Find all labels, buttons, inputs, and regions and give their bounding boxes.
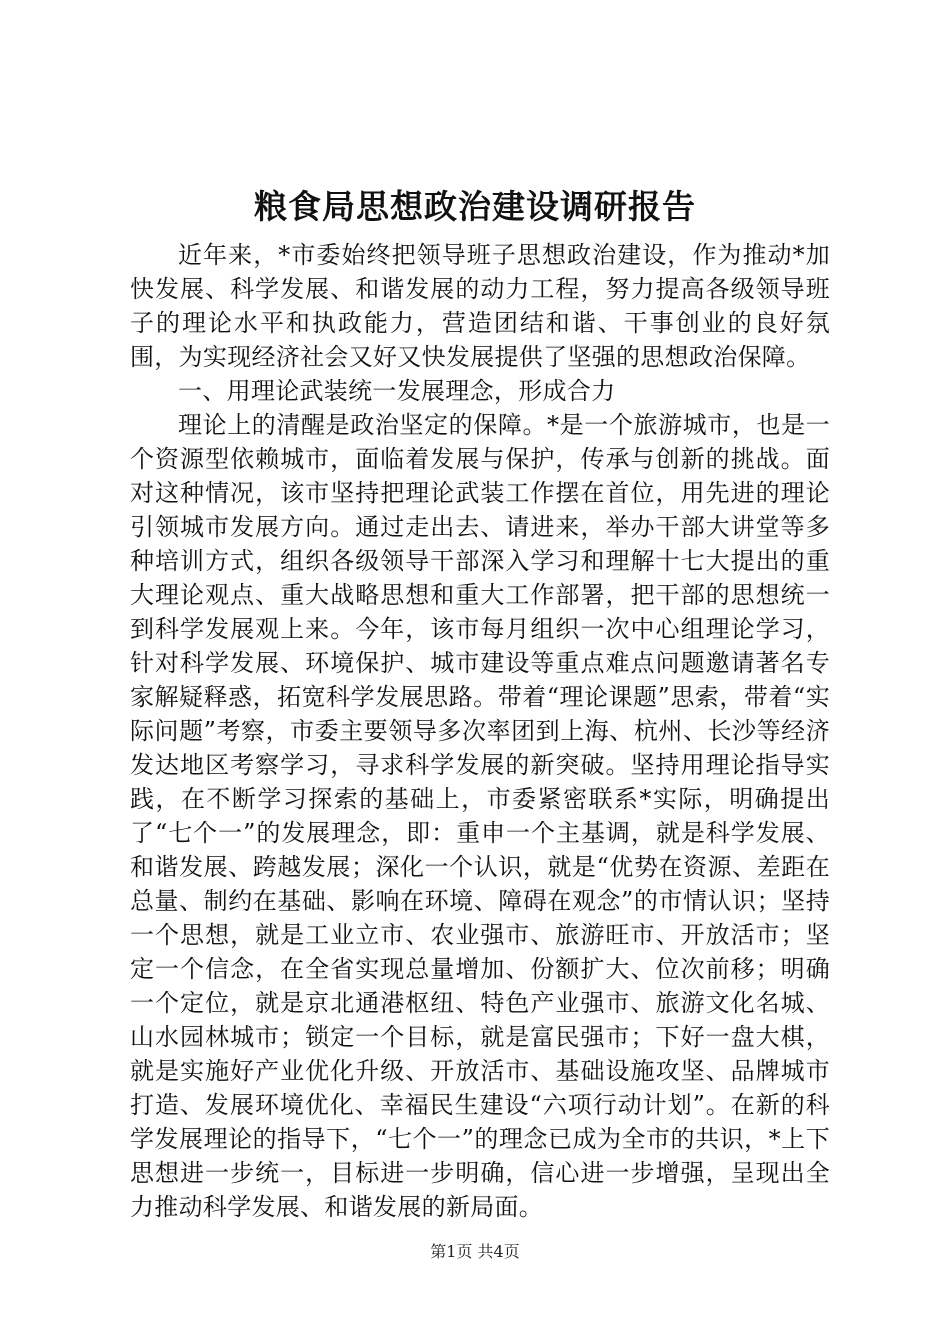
- section-heading: 一、用理论武装统一发展理念，形成合力: [178, 377, 616, 405]
- document-title: 粮食局思想政治建设调研报告: [254, 187, 696, 226]
- body-paragraph: 理论上的清醒是政治坚定的保障。*是一个旅游城市，也是一个资源型依赖城市，面临着发展与保护，传承与创新的挑战。面对这种情况，该市坚持把理论武装工作摆在首位，用先进的理论引领城市发展方向。通过走出去、请进来，举办干部大讲堂等多种培训方式，组织各级领导干部深入学习和理解十七大提出的重大理论观点、重大战略思想和重大工作部署，把干部的思想统一到科学发展观上来。今年，该市每月组织一次中心组理论学习，针对科学发展、环境保护、城市建设等重点难点问题邀请著名专家解疑释惑，拓宽科学发展思路。带着“理论课题”思索，带着“实际问题”考察，市委主要领导多次率团到上海、杭州、长沙等经济发达地区考察学习，寻求科学发展的新突破。坚持用理论指导实践，在不断学习探索的基础上，市委紧密联系*实际，明确提出了“七个一”的发展理念，即：重申一个主基调，就是科学发展、和谐发展、跨越发展；深化一个认识，就是“优势在资源、差距在总量、制约在基础、影响在环境、障碍在观念”的市情认识；坚持一个思想，就是工业立市、农业强市、旅游旺市、开放活市；坚定一个信念，在全省实现总量增加、份额扩大、位次前移；明确一个定位，就是京北通港枢纽、特色产业强市、旅游文化名城、山水园林城市；锁定一个目标，就是富民强市；下好一盘大棋，就是实施好产业优化升级、开放活市、基础设施攻坚、品牌城市打造、发展环境优化、幸福民生建设“六项行动计划”。在新的科学发展理论的指导下，“七个一”的理念已成为全市的共识，*上下思想进一步统一，目标进一步明确，信心进一步增强，呈现出全力推动科学发展、和谐发展的新局面。: [130, 411, 830, 1221]
- intro-paragraph: 近年来，*市委始终把领导班子思想政治建设，作为推动*加快发展、科学发展、和谐发展的动力工程，努力提高各级领导班子的理论水平和执政能力，营造团结和谐、干事创业的良好氛围，为实现经济社会又好又快发展提供了坚强的思想政治保障。: [130, 241, 830, 371]
- page-number-footer: 第1页 共4页: [430, 1242, 520, 1261]
- document-body: [130, 238, 830, 1224]
